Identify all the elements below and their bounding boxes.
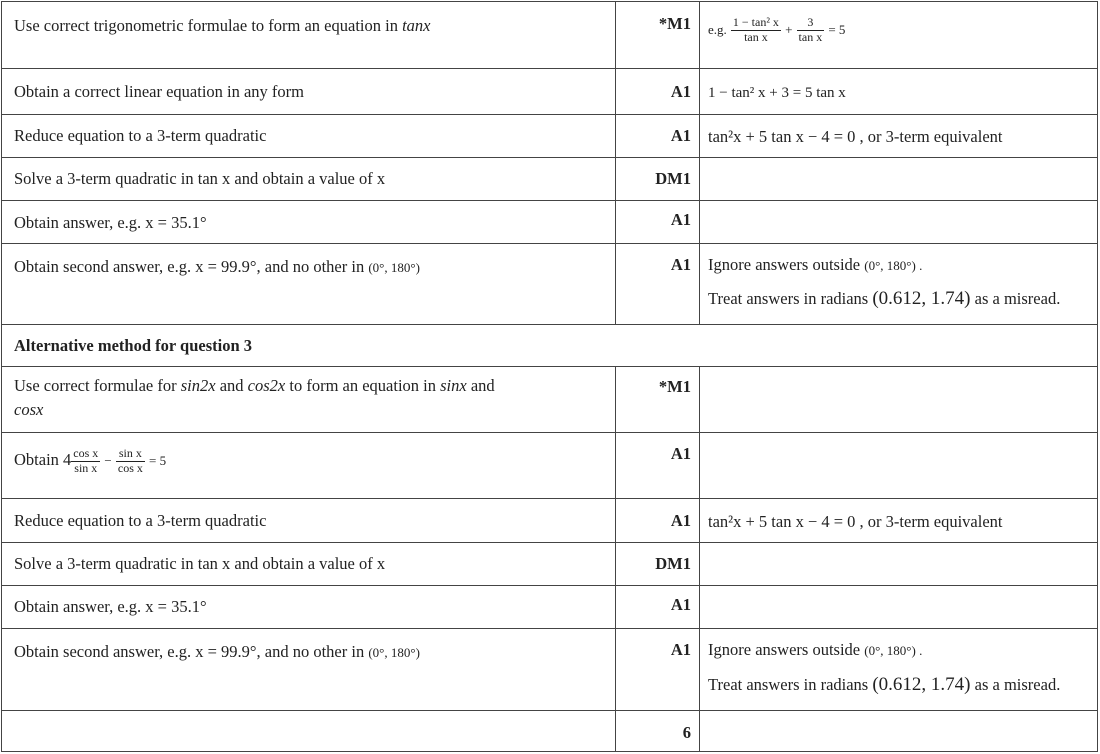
- description-cell: [2, 2, 616, 68]
- table-row: [1, 200, 1098, 243]
- table-row: [1, 542, 1098, 585]
- table-row: [1, 157, 1098, 200]
- row-description: Solve a 3-term quadratic in tan x and obtain a value of x: [14, 554, 386, 573]
- mark-label: A1: [670, 595, 691, 614]
- row-description: Use correct trigonometric formulae to form an equation in tanx: [14, 16, 431, 35]
- table-row: [1, 366, 1098, 432]
- alt-method-heading: Alternative method for question 3: [14, 336, 253, 355]
- row-description: Obtain 4 $\frac{\text{cos x}}{\text{sin x}}$ − $\frac{\text{sin x}}{\text{cos x}}$ = 5: [14, 446, 167, 475]
- row-description: Solve a 3-term quadratic in tan x and obtain a value of x: [14, 169, 386, 188]
- row-description: Obtain answer, e.g. x = 35.1°: [14, 213, 207, 232]
- table-row: [1, 68, 1098, 114]
- table-row: [1, 585, 1098, 628]
- mark-label: A1: [670, 255, 691, 274]
- row-description-line2: cosx: [14, 400, 44, 419]
- guidance-text: Ignore answers outside (0°, 180°) .: [708, 640, 923, 659]
- row-description: Obtain answer, e.g. x = 35.1°: [14, 597, 207, 616]
- table-row: [1, 628, 1098, 710]
- mark-label: DM1: [655, 169, 691, 188]
- guidance-cell: [700, 2, 1097, 68]
- total-row: [1, 710, 1098, 752]
- table-row: [1, 243, 1098, 324]
- guidance-equation: e.g. $\frac{\text{1 − tan² x}}{\text{tan x}}$ + $\frac{3}{\text{tan x}}$ = 5: [708, 15, 846, 44]
- table-row: [1, 114, 1098, 157]
- guidance-text: tan²x + 5 tan x − 4 = 0 , or 3-term equivalent: [708, 127, 1003, 146]
- total-marks: 6: [682, 723, 691, 742]
- mark-label: A1: [670, 444, 691, 463]
- guidance-text: tan²x + 5 tan x − 4 = 0 , or 3-term equivalent: [708, 512, 1003, 531]
- row-description: Reduce equation to a 3-term quadratic: [14, 126, 267, 145]
- mark-label: A1: [670, 82, 691, 101]
- guidance-text: Treat answers in radians (0.612, 1.74) as a misread.: [708, 674, 1061, 695]
- mark-label: A1: [670, 511, 691, 530]
- guidance-text: 1 − tan² x + 3 = 5 tan x: [708, 85, 846, 101]
- mark-label: *M1: [658, 377, 691, 396]
- table-row: [1, 1, 1098, 68]
- mark-label: *M1: [658, 14, 691, 33]
- guidance-text: Treat answers in radians (0.612, 1.74) as a misread.: [708, 288, 1061, 309]
- mark-label: DM1: [655, 554, 691, 573]
- mark-label: A1: [670, 640, 691, 659]
- guidance-text: Ignore answers outside (0°, 180°) .: [708, 255, 923, 274]
- row-description: Use correct formulae for sin2x and cos2x to form an equation in sinx and: [14, 376, 495, 395]
- mark-label: A1: [670, 210, 691, 229]
- mark-cell: [616, 2, 700, 68]
- mark-label: A1: [670, 126, 691, 145]
- row-description: Obtain second answer, e.g. x = 99.9°, and no other in (0°, 180°): [14, 642, 420, 661]
- section-heading-row: [1, 324, 1098, 366]
- table-row: [1, 432, 1098, 498]
- row-description: Obtain a correct linear equation in any form: [14, 82, 305, 101]
- row-description: Reduce equation to a 3-term quadratic: [14, 511, 267, 530]
- table-row: [1, 498, 1098, 542]
- row-description: Obtain second answer, e.g. x = 99.9°, and no other in (0°, 180°): [14, 257, 420, 276]
